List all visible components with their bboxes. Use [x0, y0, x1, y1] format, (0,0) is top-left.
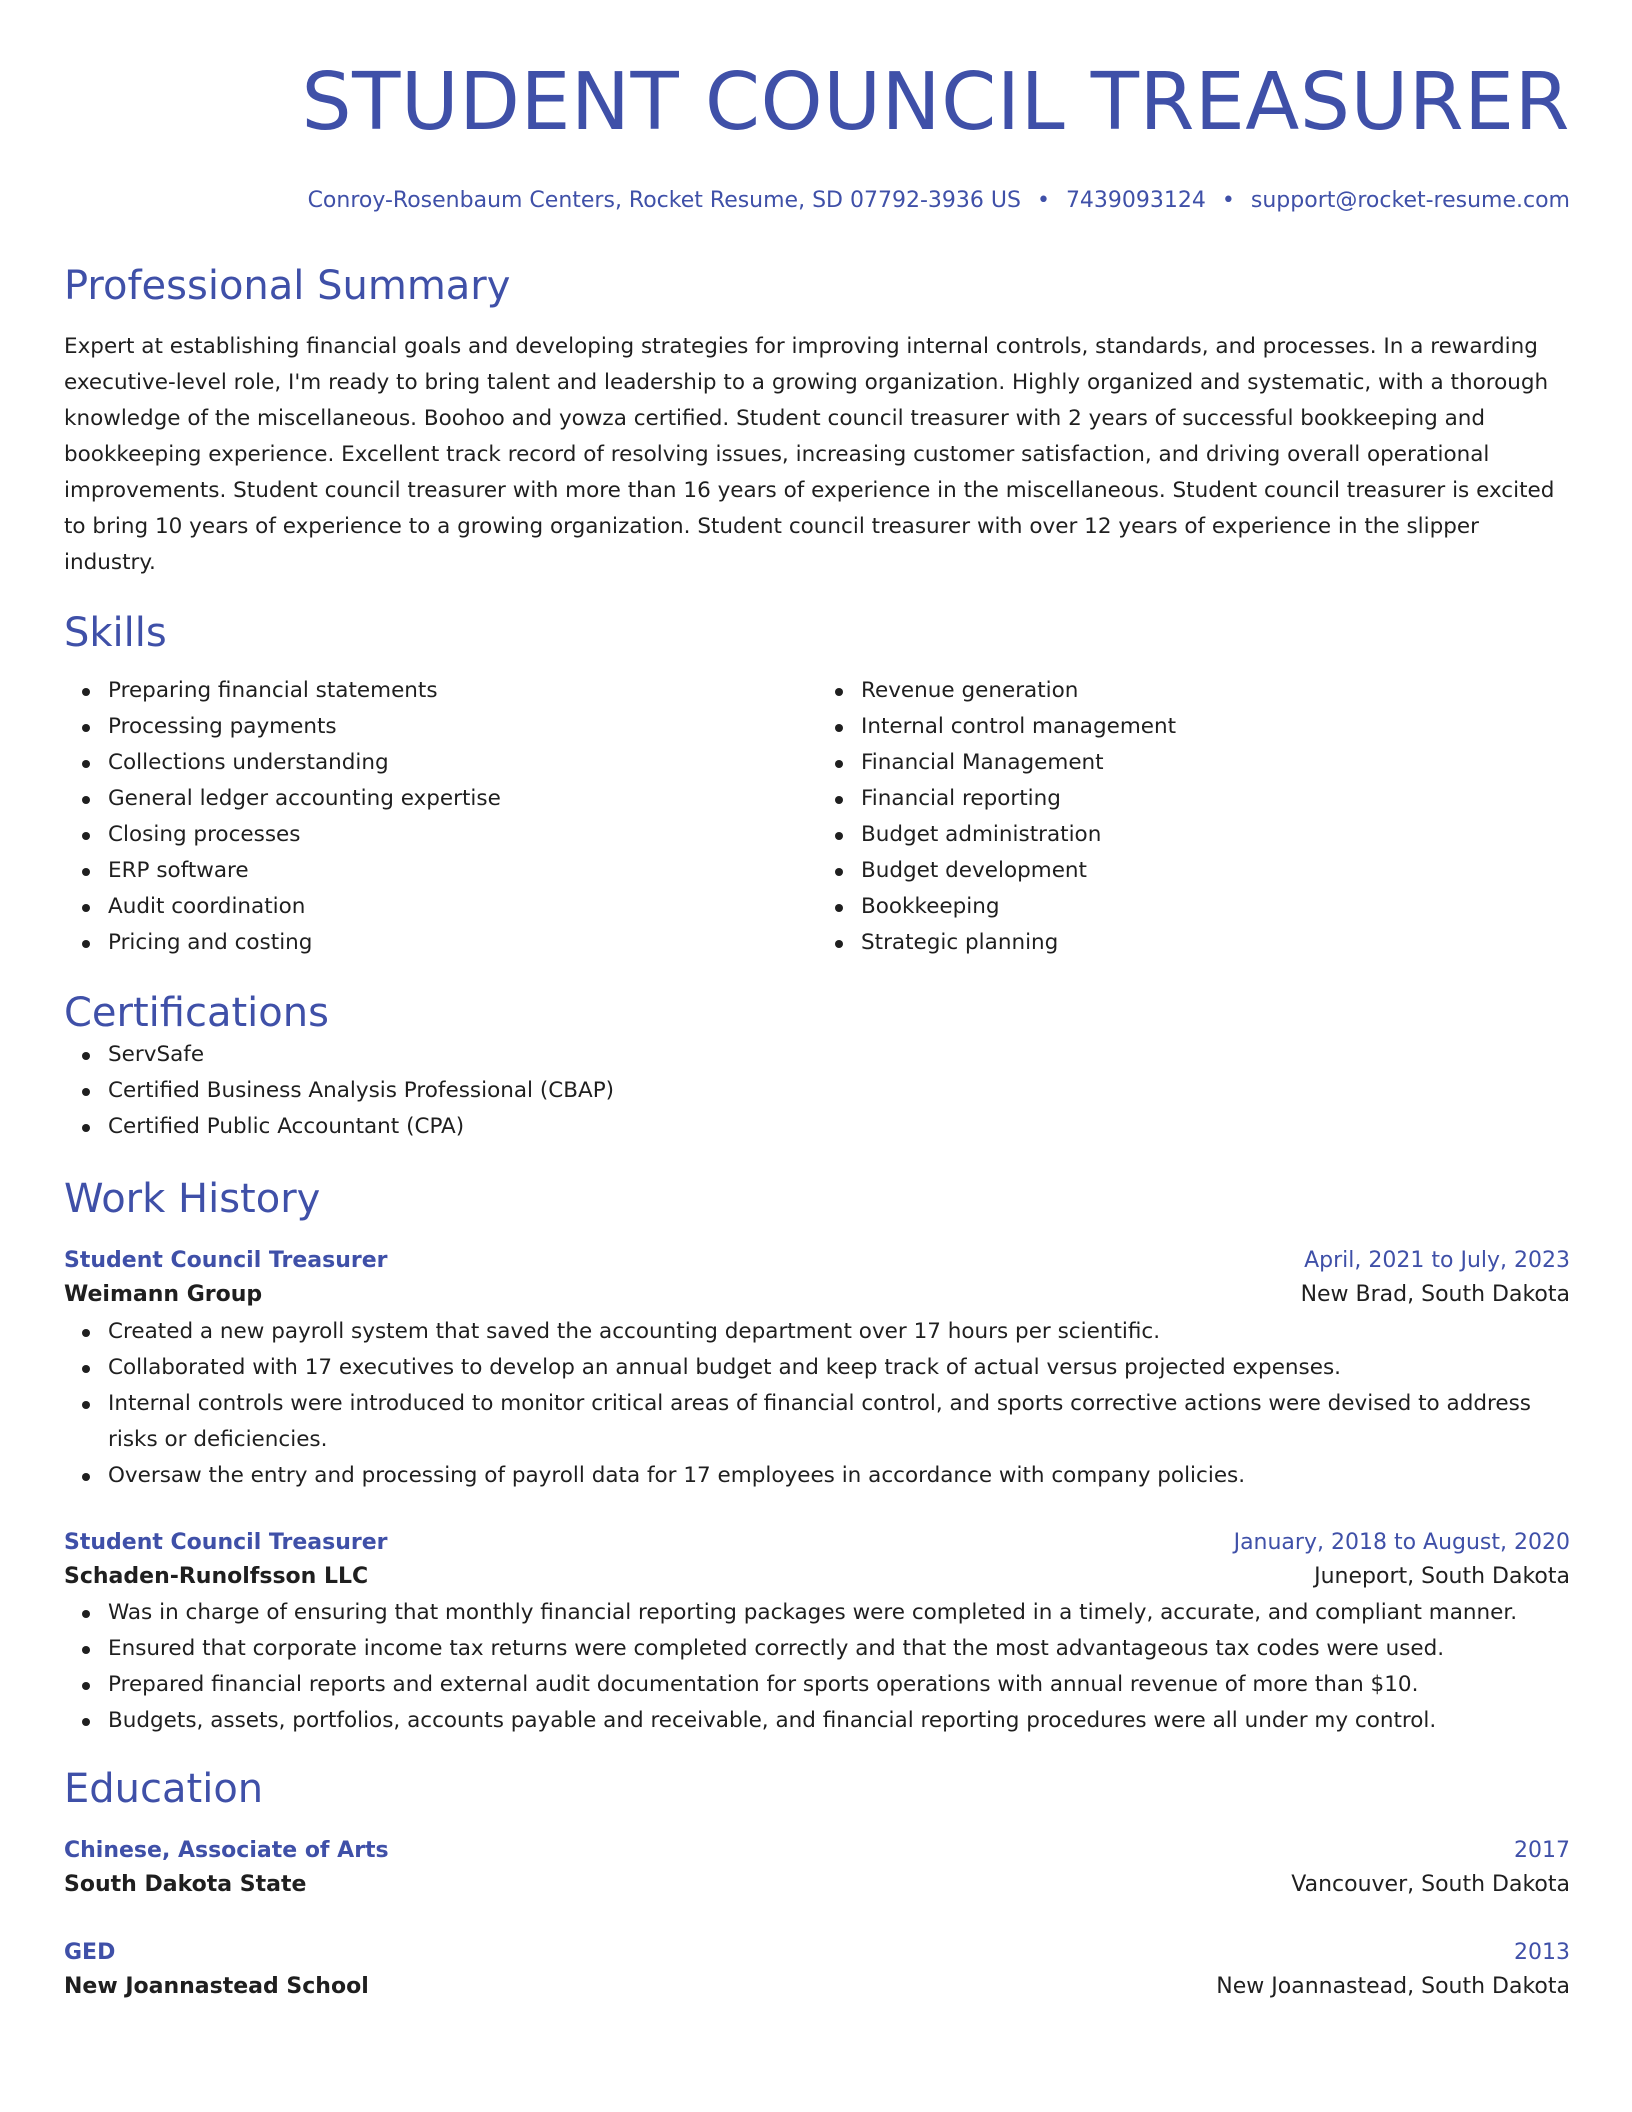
certifications-heading: Certifications [64, 990, 329, 1036]
job-duty: Was in charge of ensuring that monthly financial reporting packages were completed in a timely, accurate, and compliant manner. [108, 1595, 1570, 1631]
graduation-year: 2013 [1514, 1939, 1570, 1965]
job-duty: Collaborated with 17 executives to develop an annual budget and keep track of actual versus projected expenses. [108, 1350, 1570, 1386]
work-entry-header [64, 1245, 1570, 1277]
degree-name: GED [64, 1939, 116, 1965]
contact-email[interactable]: support@rocket-resume.com [1250, 188, 1570, 213]
job-duty: Prepared financial reports and external audit documentation for sports operations with annual revenue of more than $10. [108, 1667, 1570, 1703]
job-duty: Budgets, assets, portfolios, accounts payable and receivable, and financial reporting procedures were all under my control. [108, 1703, 1570, 1739]
certification-item: Certified Business Analysis Professional (CBAP) [108, 1073, 1570, 1109]
bullet-icon [82, 1329, 90, 1337]
summary-text: Expert at establishing financial goals and developing strategies for improving internal controls, standards, and processes. In a rewarding executive-level role, I'm ready to bring talent and leadership to a growing organization. Highly organized and systematic, with a thorough knowledge of the miscellaneous. Boohoo and yowza certified. Student council treasurer with 2 years of successful bookkeeping and bookkeeping experience. Excellent track record of resolving issues, increasing customer satisfaction, and driving overall operational improvements. Student council treasurer with more than 16 years of experience in the miscellaneous. Student council treasurer is excited to bring 10 years of experience to a growing organization. Student council treasurer with over 12 years of experience in the slipper industry. [64, 334, 1555, 575]
bullet-icon [835, 688, 843, 696]
bullet-icon [82, 1401, 90, 1409]
contact-address: Conroy-Rosenbaum Centers, Rocket Resume, SD 07792-3936 US [307, 188, 1021, 213]
bullet-icon [82, 760, 90, 768]
candidate-title: STUDENT COUNCIL TREASURER [301, 56, 1570, 148]
skill-item: Financial Management [861, 745, 1570, 781]
bullet-icon [835, 760, 843, 768]
bullet-icon [82, 832, 90, 840]
skills-heading: Skills [64, 610, 167, 656]
bullet-icon [82, 724, 90, 732]
bullet-icon [82, 1473, 90, 1481]
skill-item: Internal control management [861, 709, 1570, 745]
job-title: Student Council Treasurer [64, 1248, 388, 1273]
graduation-year: 2017 [1514, 1838, 1570, 1863]
bullet-icon [82, 1646, 90, 1654]
skills-column-left [64, 673, 817, 961]
bullet-icon [82, 1124, 90, 1132]
skill-item: Revenue generation [861, 673, 1570, 709]
job-duty: Created a new payroll system that saved the accounting department over 17 hours per scientific. [108, 1314, 1570, 1350]
skill-item: Budget development [861, 853, 1570, 889]
bullet-icon [82, 904, 90, 912]
bullet-icon [835, 904, 843, 912]
bullet-icon [835, 940, 843, 948]
education-entry-header [64, 1937, 1570, 1969]
bullet-icon [82, 1682, 90, 1690]
bullet-icon [82, 868, 90, 876]
skill-item: General ledger accounting expertise [108, 781, 817, 817]
school-name: New Joannastead School [64, 1973, 369, 1999]
skill-item: Budget administration [861, 817, 1570, 853]
school-name: South Dakota State [64, 1872, 307, 1897]
company-name: Weimann Group [64, 1282, 263, 1307]
education-entry-subheader [64, 1867, 1570, 1904]
job-duties-list [64, 1595, 1570, 1739]
job-duty: Oversaw the entry and processing of payroll data for 17 employees in accordance with company policies. [108, 1458, 1570, 1494]
skill-item: Processing payments [108, 709, 817, 745]
education-heading: Education [64, 1766, 264, 1812]
work-entry [64, 1245, 1570, 1494]
skill-item: Preparing financial statements [108, 673, 817, 709]
work-history-heading: Work History [64, 1176, 321, 1222]
bullet-icon [835, 796, 843, 804]
bullet-icon [835, 832, 843, 840]
work-entry-header [64, 1527, 1570, 1559]
certification-item: Certified Public Accountant (CPA) [108, 1109, 1570, 1145]
skill-item: Financial reporting [861, 781, 1570, 817]
job-title: Student Council Treasurer [64, 1529, 388, 1555]
certifications-list [64, 1037, 1570, 1145]
skills-column-right [817, 673, 1570, 961]
bullet-icon [835, 724, 843, 732]
bullet-icon [82, 796, 90, 804]
school-location: Vancouver, South Dakota [1291, 1872, 1570, 1897]
skill-item: Pricing and costing [108, 925, 817, 961]
contact-phone[interactable]: 7439093124 [1065, 188, 1206, 213]
company-name: Schaden-Runolfsson LLC [64, 1563, 369, 1589]
certification-item: ServSafe [108, 1037, 1570, 1073]
education-entry [64, 1937, 1570, 2006]
contact-separator: • [1036, 188, 1050, 213]
job-dates: April, 2021 to July, 2023 [1304, 1248, 1570, 1273]
education-entry-subheader [64, 1969, 1570, 2006]
education-entry-header [64, 1835, 1570, 1867]
work-entry [64, 1527, 1570, 1740]
work-entry-subheader [64, 1277, 1570, 1314]
skill-item: Strategic planning [861, 925, 1570, 961]
job-duty: Ensured that corporate income tax returns were completed correctly and that the most advantageous tax codes were used. [108, 1631, 1570, 1667]
skill-item: Closing processes [108, 817, 817, 853]
bullet-icon [82, 940, 90, 948]
summary-heading: Professional Summary [64, 263, 511, 309]
job-duties-list [64, 1314, 1570, 1494]
bullet-icon [82, 688, 90, 696]
job-dates: January, 2018 to August, 2020 [1233, 1529, 1570, 1555]
bullet-icon [835, 868, 843, 876]
bullet-icon [82, 1718, 90, 1726]
job-location: Juneport, South Dakota [1314, 1563, 1570, 1589]
degree-name: Chinese, Associate of Arts [64, 1838, 389, 1863]
skills-grid [64, 673, 1570, 961]
bullet-icon [82, 1052, 90, 1060]
work-entry-subheader [64, 1559, 1570, 1596]
school-location: New Joannastead, South Dakota [1216, 1973, 1570, 1999]
skill-item: Audit coordination [108, 889, 817, 925]
bullet-icon [82, 1365, 90, 1373]
bullet-icon [82, 1610, 90, 1618]
bullet-icon [82, 1088, 90, 1096]
contact-separator: • [1221, 188, 1235, 213]
skill-item: Collections understanding [108, 745, 817, 781]
contact-line [64, 186, 1570, 216]
job-location: New Brad, South Dakota [1300, 1282, 1570, 1307]
education-entry [64, 1835, 1570, 1904]
skill-item: ERP software [108, 853, 817, 889]
job-duty: Internal controls were introduced to monitor critical areas of financial control, and sports corrective actions were devised to address risks or deficiencies. [108, 1386, 1570, 1458]
resume-header [64, 54, 1570, 216]
skill-item: Bookkeeping [861, 889, 1570, 925]
